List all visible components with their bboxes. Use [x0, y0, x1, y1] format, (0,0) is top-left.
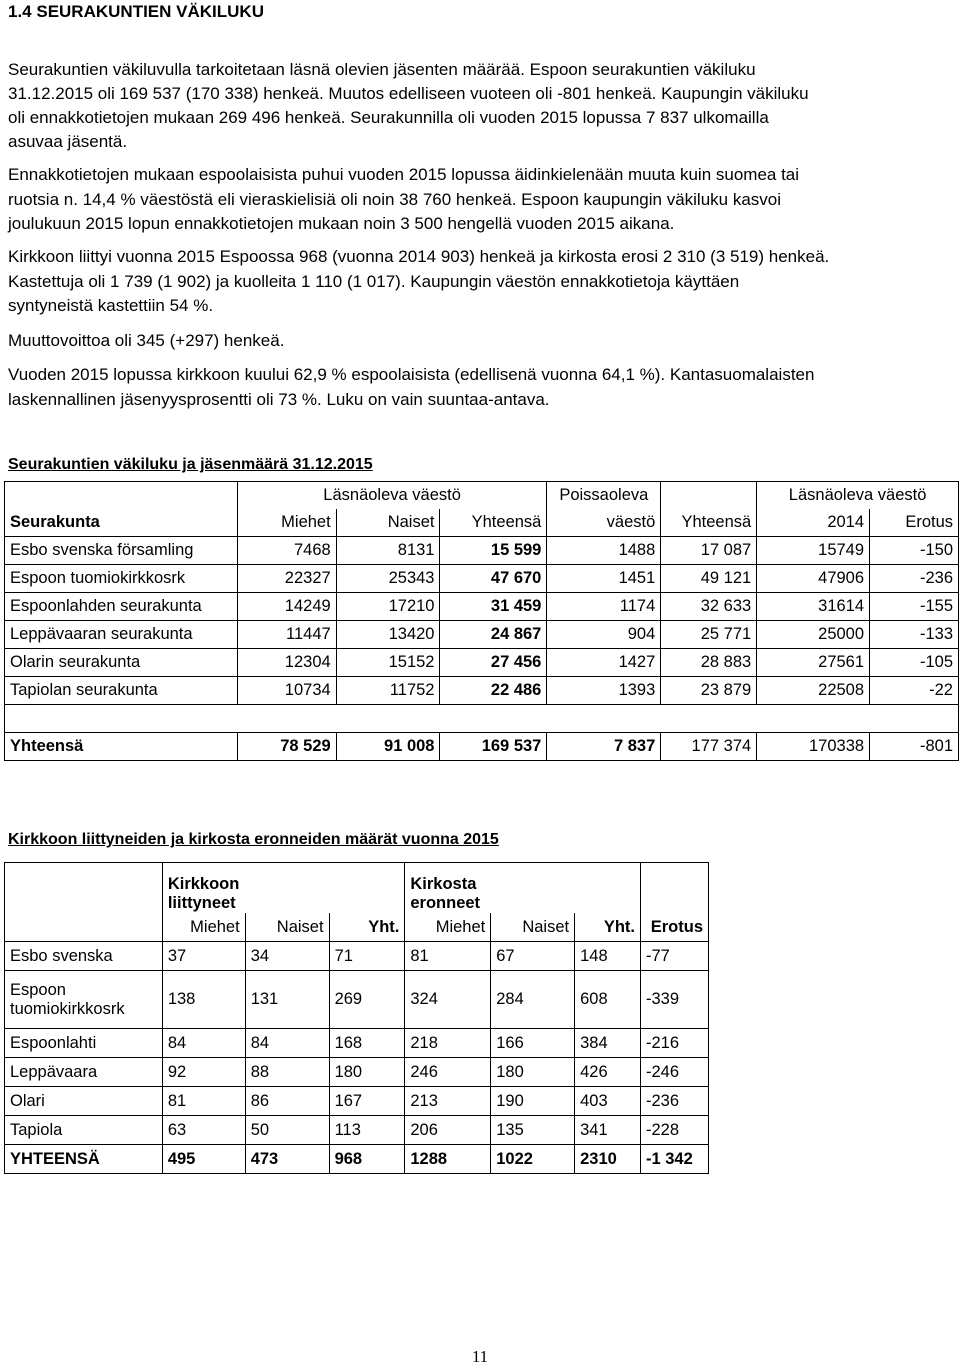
table-cell: 50: [245, 1116, 329, 1145]
text-line: Kastettuja oli 1 739 (1 902) ja kuolleita 1 110 (1 017). Kaupungin väestön ennakkotietoja käyttäen: [8, 271, 740, 291]
table-cell: 131: [245, 971, 329, 1029]
table-cell: 67: [491, 942, 575, 971]
header-cell: Miehet: [237, 509, 336, 537]
header-cell: Miehet: [162, 913, 245, 942]
header-cell: [5, 913, 163, 942]
header-text: eronneet: [410, 894, 481, 912]
table-cell: 426: [575, 1058, 641, 1087]
header-cell: Naiset: [336, 509, 440, 537]
table-header-row: [5, 913, 709, 942]
table1-title: Seurakuntien väkiluku ja jäsenmäärä 31.12.2015: [8, 456, 373, 473]
table-cell: 88: [245, 1058, 329, 1087]
table-row-empty: [5, 705, 959, 733]
table-cell: 63: [162, 1116, 245, 1145]
table-cell: 91 008: [336, 733, 440, 761]
table-cell: 12304: [237, 649, 336, 677]
table-cell: 47906: [757, 565, 870, 593]
table-cell: 81: [162, 1087, 245, 1116]
table-cell: Leppävaara: [5, 1058, 163, 1087]
table-cell: -801: [870, 733, 959, 761]
paragraph-migration: Muuttovoittoa oli 345 (+297) henkeä.: [8, 331, 285, 350]
header-cell: väestö: [547, 509, 661, 537]
table-cell: 384: [575, 1029, 641, 1058]
table-cell: 31 459: [440, 593, 547, 621]
text-line: Ennakkotietojen mukaan espoolaisista puhui vuoden 2015 lopussa äidinkielenään muuta kuin suomea tai: [8, 165, 800, 184]
paragraph-membership: [8, 58, 884, 154]
table-cell: 25 771: [661, 621, 757, 649]
table-cell: Esbo svenska församling: [5, 537, 238, 565]
table-cell: -155: [870, 593, 959, 621]
table-cell: -339: [640, 971, 708, 1029]
text-line: syntyneistä kastettiin 54 %.: [8, 296, 214, 315]
table-cell: 27561: [757, 649, 870, 677]
table-cell: 166: [491, 1029, 575, 1058]
header-cell: Yht.: [329, 913, 405, 942]
table-row: [5, 565, 959, 593]
table-cell: 37: [162, 942, 245, 971]
table-cell: 14249: [237, 593, 336, 621]
text-line: 31.12.2015 oli 169 537 (170 338) henkeä. Muutos edelliseen vuoteen oli -801 henkeä. Kaupungin väkiluku: [8, 84, 809, 103]
text-line: joulukuun 2015 lopun ennakkotietojen mukaan noin 3 500 hengellä vuoden 2015 aikana.: [8, 214, 675, 233]
table-cell: 71: [329, 942, 405, 971]
table-row: [5, 971, 709, 1029]
table-cell: 92: [162, 1058, 245, 1087]
table-cell: 2310: [575, 1145, 641, 1174]
table-cell: 86: [245, 1087, 329, 1116]
header-cell: Seurakunta: [5, 509, 238, 537]
table-cell: 13420: [336, 621, 440, 649]
table-cell: 1488: [547, 537, 661, 565]
table-cell: 10734: [237, 677, 336, 705]
table-row: [5, 942, 709, 971]
table-cell: 218: [405, 1029, 491, 1058]
table-cell: -77: [640, 942, 708, 971]
table-cell: 15749: [757, 537, 870, 565]
table-cell: 135: [491, 1116, 575, 1145]
header-cell: Erotus: [640, 913, 708, 942]
text-line: Seurakuntien väkiluvulla tarkoitetaan läsnä olevien jäsenten määrää. Espoon seurakuntien väkiluku: [8, 60, 756, 79]
table-cell: 32 633: [661, 593, 757, 621]
header-text: liittyneet: [167, 894, 236, 912]
table-row: [5, 1116, 709, 1145]
table-cell: 8131: [336, 537, 440, 565]
table-cell: 22 486: [440, 677, 547, 705]
table-cell: Olari: [5, 1087, 163, 1116]
table-cell: 138: [162, 971, 245, 1029]
table-cell: 25343: [336, 565, 440, 593]
table-cell: Espoon tuomiokirkkosrk: [5, 565, 238, 593]
text-line: laskennallinen jäsenyysprosentti oli 73 %. Luku on vain suuntaa-antava.: [8, 389, 550, 409]
header-cell: Yht.: [575, 913, 641, 942]
table-cell: 1451: [547, 565, 661, 593]
header-cell: [661, 482, 757, 510]
table-cell: 246: [405, 1058, 491, 1087]
header-cell: Yhteensä: [661, 509, 757, 537]
table-cell: 473: [245, 1145, 329, 1174]
table-cell: 177 374: [661, 733, 757, 761]
table-cell: Esbo svenska: [5, 942, 163, 971]
table-cell: -22: [870, 677, 959, 705]
population-table: [4, 481, 959, 761]
text-line: ruotsia n. 14,4 % väestöstä eli vieraskielisiä oli noin 38 760 henkeä. Espoon kaupungin väkiluku kasvoi: [8, 189, 782, 209]
empty-cell: [5, 705, 959, 733]
header-group-present-2014: Läsnäoleva väestö: [757, 482, 959, 510]
page-number: 11: [471, 1347, 489, 1366]
table-cell: 269: [329, 971, 405, 1029]
text-line: oli ennakkotietojen mukaan 269 496 henkeä. Seurakunnilla oli vuoden 2015 lopussa 7 837 ulkomailla: [8, 108, 769, 127]
header-text: Kirkkoon: [167, 875, 240, 893]
table-cell: 495: [162, 1145, 245, 1174]
header-group-absent: Poissaoleva: [547, 482, 661, 510]
table-cell: 167: [329, 1087, 405, 1116]
table-cell: 206: [405, 1116, 491, 1145]
table-cell: 17210: [336, 593, 440, 621]
table-cell: 7 837: [547, 733, 661, 761]
table-cell: 22327: [237, 565, 336, 593]
table-cell: 81: [405, 942, 491, 971]
header-cell: Erotus: [870, 509, 959, 537]
header-cell: [5, 863, 163, 914]
header-cell: Naiset: [245, 913, 329, 942]
section-heading: 1.4 SEURAKUNTIEN VÄKILUKU: [8, 2, 264, 21]
table-cell: 180: [329, 1058, 405, 1087]
table-cell: -150: [870, 537, 959, 565]
table-cell: 7468: [237, 537, 336, 565]
paragraph-joined-left: [8, 245, 884, 319]
table-row: [5, 621, 959, 649]
table-row: [5, 649, 959, 677]
join-leave-table: [4, 862, 709, 1174]
table-total-row: [5, 733, 959, 761]
table-cell: -1 342: [640, 1145, 708, 1174]
table-cell: 17 087: [661, 537, 757, 565]
header-cell: [640, 863, 708, 914]
table-cell: -228: [640, 1116, 708, 1145]
table-cell: 1022: [491, 1145, 575, 1174]
table-cell: Tapiolan seurakunta: [5, 677, 238, 705]
header-group-left: [405, 863, 641, 914]
header-cell: Naiset: [491, 913, 575, 942]
table-cell: 608: [575, 971, 641, 1029]
table-cell: 1174: [547, 593, 661, 621]
table-row: [5, 1058, 709, 1087]
table-cell: YHTEENSÄ: [5, 1145, 163, 1174]
table-total-row: [5, 1145, 709, 1174]
table-cell: Leppävaaran seurakunta: [5, 621, 238, 649]
cell-line: tuomiokirkkosrk: [10, 999, 125, 1018]
table-row: [5, 537, 959, 565]
table-cell: 284: [491, 971, 575, 1029]
table-cell: 84: [162, 1029, 245, 1058]
table-row: [5, 1087, 709, 1116]
table-cell: 31614: [757, 593, 870, 621]
table-header-row: [5, 509, 959, 537]
table-cell: 28 883: [661, 649, 757, 677]
text-line: Kirkkoon liittyi vuonna 2015 Espoossa 968 (vuonna 2014 903) henkeä ja kirkosta erosi 2 310 (3 519) henkeä.: [8, 247, 830, 266]
header-group-present: Läsnäoleva väestö: [237, 482, 547, 510]
table-header-row: [5, 482, 959, 510]
header-text: Kirkosta: [410, 875, 477, 893]
cell-line: Espoon: [10, 980, 66, 999]
table-cell: 11752: [336, 677, 440, 705]
table-cell: 341: [575, 1116, 641, 1145]
header-cell: [5, 482, 238, 510]
table-cell: 113: [329, 1116, 405, 1145]
table2-title: Kirkkoon liittyneiden ja kirkosta eronneiden määrät vuonna 2015: [8, 831, 499, 848]
table-cell: 170338: [757, 733, 870, 761]
table-cell: Olarin seurakunta: [5, 649, 238, 677]
table-cell: 190: [491, 1087, 575, 1116]
table-cell: -133: [870, 621, 959, 649]
table-row: [5, 677, 959, 705]
table-cell: 25000: [757, 621, 870, 649]
table-row: [5, 1029, 709, 1058]
table-cell: Espoonlahden seurakunta: [5, 593, 238, 621]
table-cell: -236: [870, 565, 959, 593]
table-cell: 34: [245, 942, 329, 971]
table-cell: [5, 971, 163, 1029]
paragraph-membership-percent: [8, 363, 884, 412]
table-cell: 968: [329, 1145, 405, 1174]
table-cell: 1288: [405, 1145, 491, 1174]
table-row: [5, 593, 959, 621]
table-cell: 169 537: [440, 733, 547, 761]
table-cell: 1427: [547, 649, 661, 677]
table-cell: -216: [640, 1029, 708, 1058]
table-cell: 23 879: [661, 677, 757, 705]
table-cell: 15 599: [440, 537, 547, 565]
table-cell: 168: [329, 1029, 405, 1058]
table-cell: 148: [575, 942, 641, 971]
table-cell: 403: [575, 1087, 641, 1116]
table-cell: 49 121: [661, 565, 757, 593]
table-cell: 22508: [757, 677, 870, 705]
table-cell: 1393: [547, 677, 661, 705]
header-cell: Miehet: [405, 913, 491, 942]
table-cell: Yhteensä: [5, 733, 238, 761]
table-cell: Tapiola: [5, 1116, 163, 1145]
header-cell: Yhteensä: [440, 509, 547, 537]
table-cell: -236: [640, 1087, 708, 1116]
table-cell: 213: [405, 1087, 491, 1116]
text-line: asuvaa jäsentä.: [8, 132, 128, 151]
table-cell: 180: [491, 1058, 575, 1087]
table-cell: 78 529: [237, 733, 336, 761]
paragraph-languages: [8, 163, 884, 237]
table-cell: 27 456: [440, 649, 547, 677]
table-cell: Espoonlahti: [5, 1029, 163, 1058]
table-cell: 904: [547, 621, 661, 649]
header-group-joined: [162, 863, 405, 914]
table-cell: -246: [640, 1058, 708, 1087]
header-cell: 2014: [757, 509, 870, 537]
table-header-row: [5, 863, 709, 914]
table-cell: 324: [405, 971, 491, 1029]
table-cell: 24 867: [440, 621, 547, 649]
table-cell: -105: [870, 649, 959, 677]
table-cell: 15152: [336, 649, 440, 677]
table-cell: 11447: [237, 621, 336, 649]
table-cell: 47 670: [440, 565, 547, 593]
table-cell: 84: [245, 1029, 329, 1058]
text-line: Vuoden 2015 lopussa kirkkoon kuului 62,9 % espoolaisista (edellisenä vuonna 64,1 %). Kantasuomalaisten: [8, 365, 815, 384]
